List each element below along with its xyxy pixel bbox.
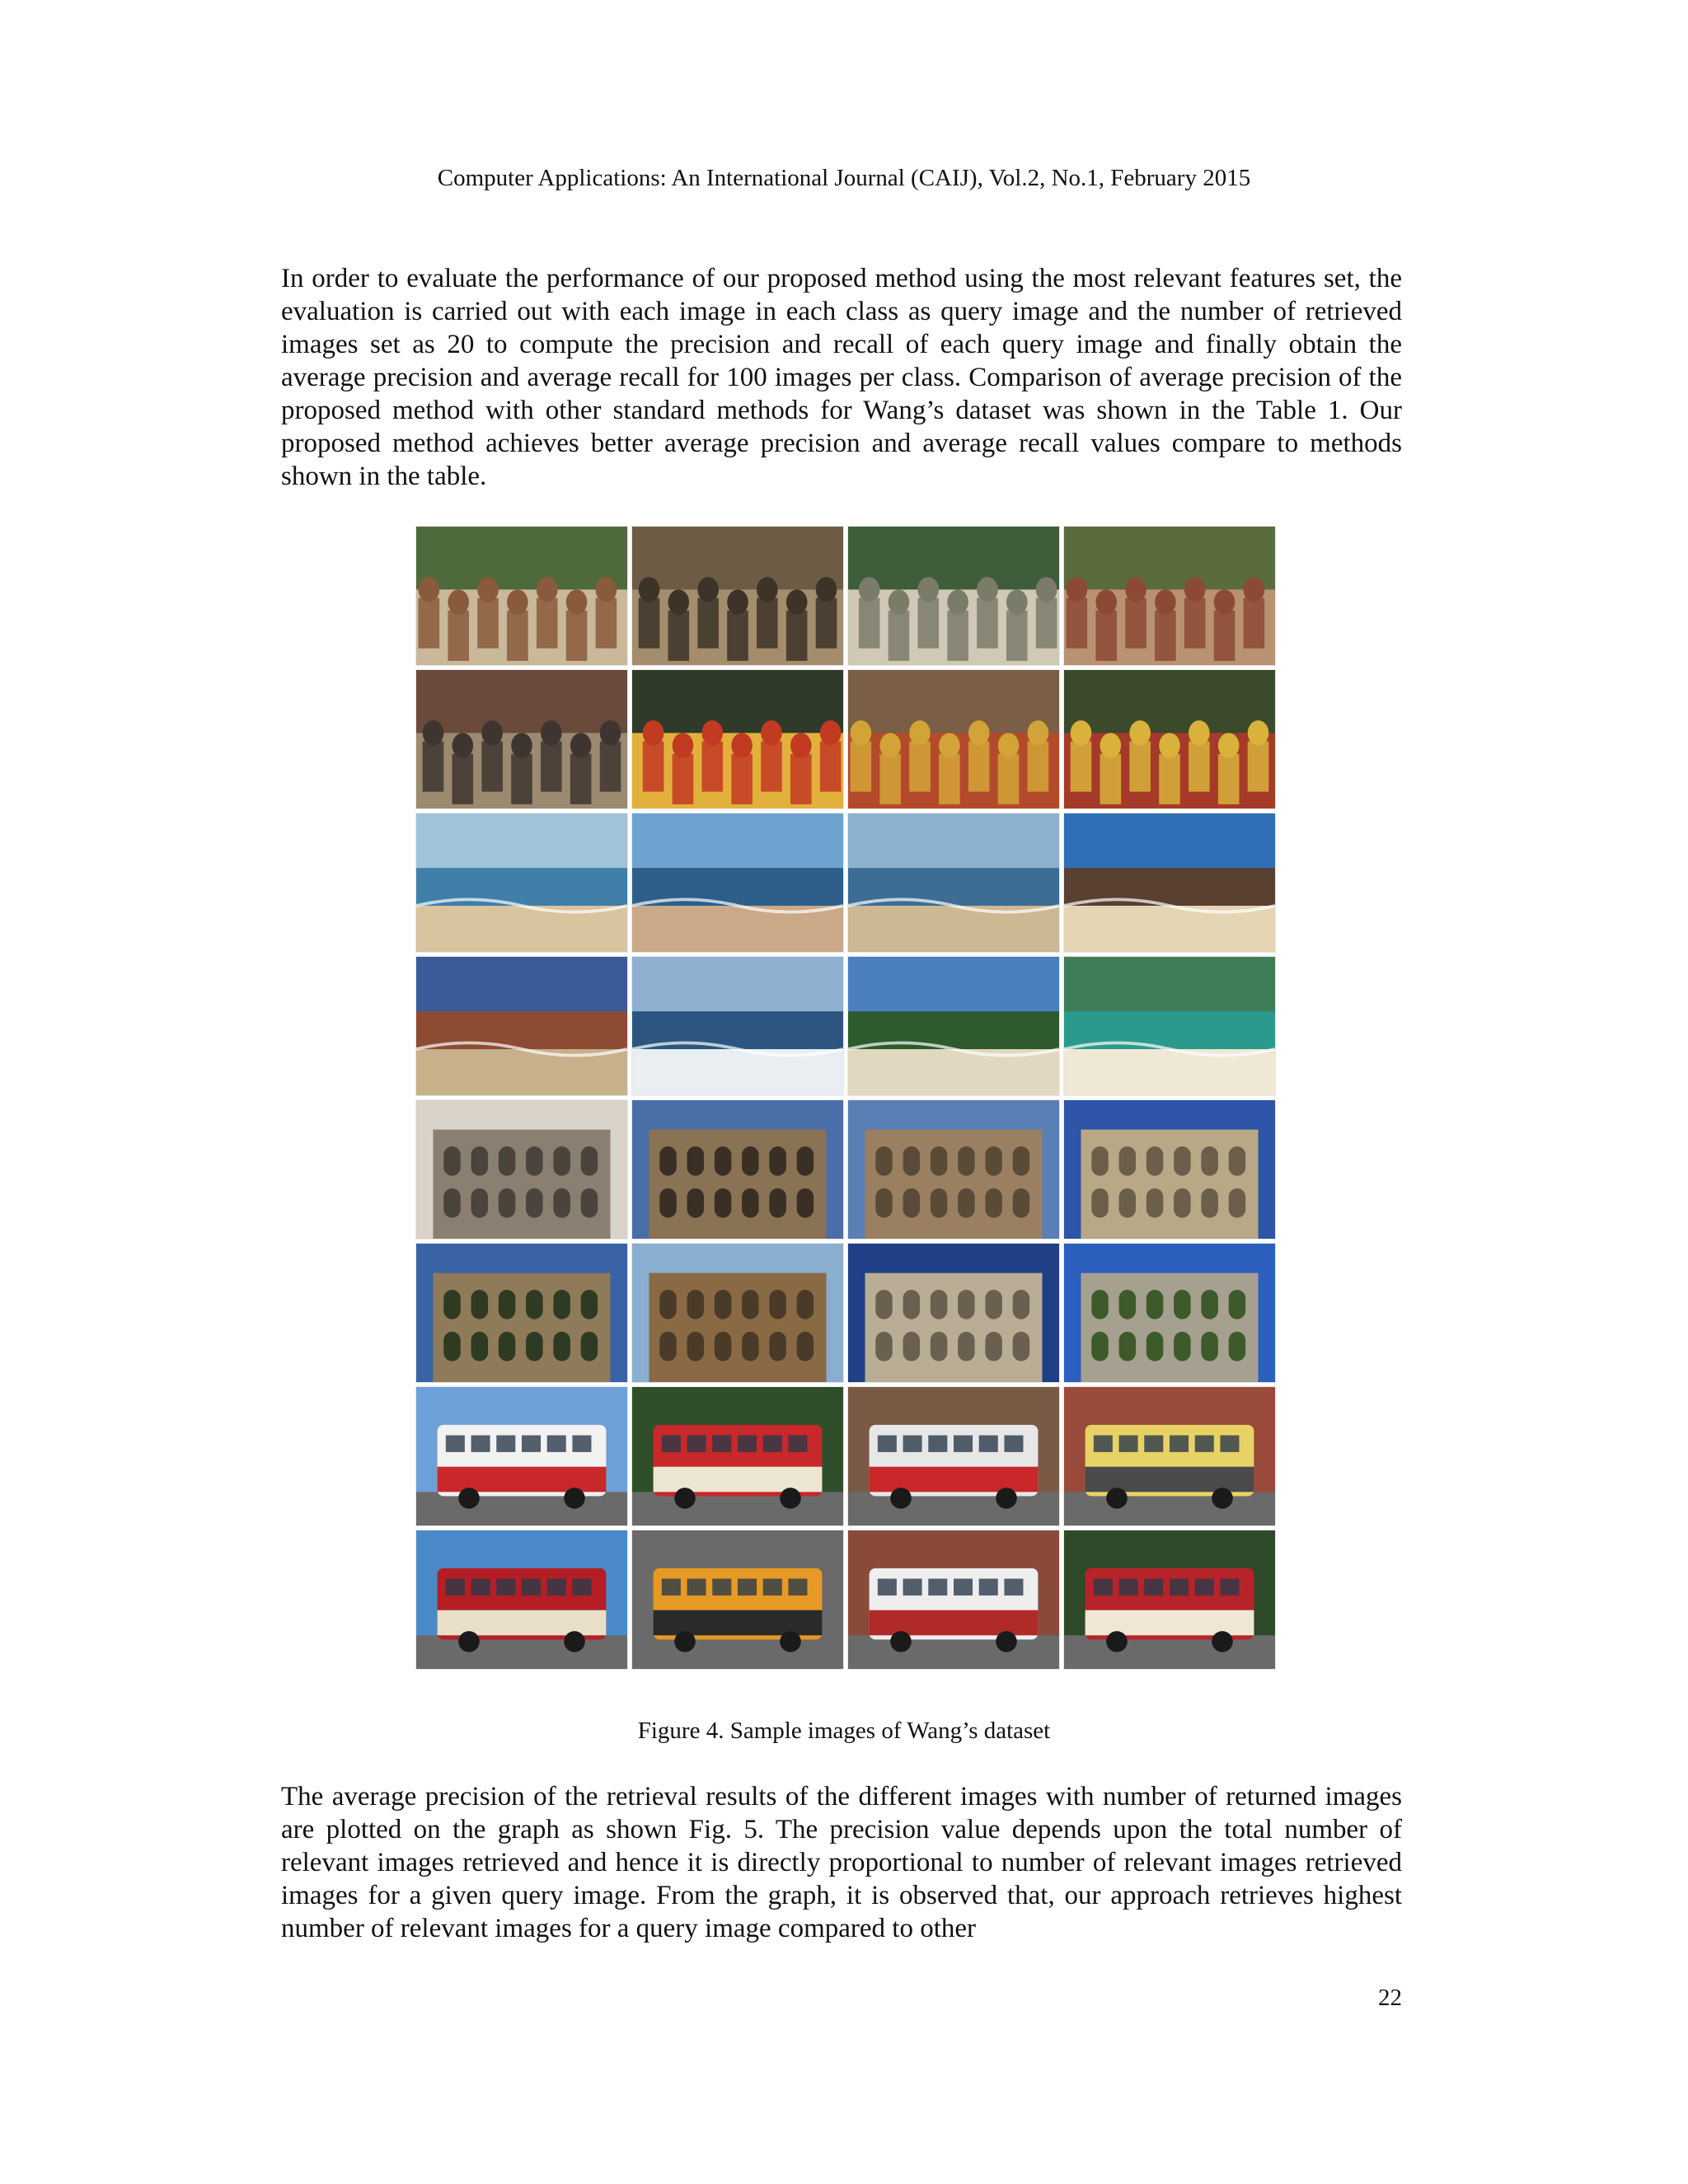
- figure-4: [415, 526, 1279, 1673]
- sample-image-tribal-crowd: [415, 526, 628, 666]
- sample-image-tribal-dance: [1063, 526, 1276, 666]
- sample-image-bay-hotels: [847, 813, 1060, 953]
- sample-image-rock-beach: [1063, 813, 1276, 953]
- sample-image-cream-red-bus: [1063, 1530, 1276, 1670]
- sample-image-vintage-bus: [631, 1386, 844, 1526]
- sample-image-face-paint: [631, 669, 844, 809]
- sample-image-grid: [415, 526, 1279, 1670]
- sample-image-colosseum-arches: [631, 1099, 844, 1240]
- sample-image-beach-crowd: [415, 813, 628, 953]
- sample-image-town-beach: [415, 956, 628, 1096]
- sample-image-orange-coach: [631, 1530, 844, 1670]
- running-header: Computer Applications: An International Journal (CAIJ), Vol.2, No.1, February 2015: [437, 165, 1251, 191]
- sample-image-carved-arch: [847, 1243, 1060, 1383]
- sample-image-jungle-hut: [847, 526, 1060, 666]
- sample-image-ruins-columns: [1063, 1243, 1276, 1383]
- sample-image-painted-face: [1063, 669, 1276, 809]
- sample-image-palm-beach: [847, 956, 1060, 1096]
- sample-image-village-hut-people: [631, 526, 844, 666]
- body-paragraph-1: In order to evaluate the performance of our proposed method using the most relevant features set, the evaluation is carried out with each image in each class as query image and the number of retrieved images set as 20 to compute the precision and recall of each query image and finally obtain the average precision and average recall for 100 images per class. Comparison of average precision of the proposed method with other standard methods for Wang’s dataset was shown in the Table 1. Our proposed method achieves better average precision and average recall values compare to methods shown in the table.: [281, 264, 1402, 491]
- sample-image-decorated-bus: [847, 1530, 1060, 1670]
- sample-image-red-double-decker: [415, 1530, 628, 1670]
- sample-image-kite-beach: [1063, 956, 1276, 1096]
- figure-caption: Figure 4. Sample images of Wang’s dataset: [637, 1718, 1051, 1744]
- sample-image-waves: [631, 956, 844, 1096]
- sample-image-colosseum-exterior: [415, 1243, 628, 1383]
- sample-image-colosseum-wide: [631, 1243, 844, 1383]
- sample-image-colosseum-interior: [847, 1099, 1060, 1240]
- sample-image-coastal-cliff: [631, 813, 844, 953]
- sample-image-temple-columns: [415, 1099, 628, 1240]
- sample-image-coach-bus: [847, 1386, 1060, 1526]
- sample-image-headdress-face: [847, 669, 1060, 809]
- sample-image-yellow-double-decker: [1063, 1386, 1276, 1526]
- sample-image-bus-white-red: [415, 1386, 628, 1526]
- page-number: 22: [1378, 1985, 1402, 2011]
- sample-image-market-people: [415, 669, 628, 809]
- sample-image-arch-monument: [1063, 1099, 1276, 1240]
- body-paragraph-2: The average precision of the retrieval results of the different images with number of returned images are plotted on the graph as shown Fig. 5. The precision value depends upon the total number of relevant images retrieved and hence it is directly proportional to number of relevant images retrieved images for a given query image. From the graph, it is observed that, our approach retrieves highest number of relevant images for a query image compared to other: [281, 1782, 1402, 1943]
